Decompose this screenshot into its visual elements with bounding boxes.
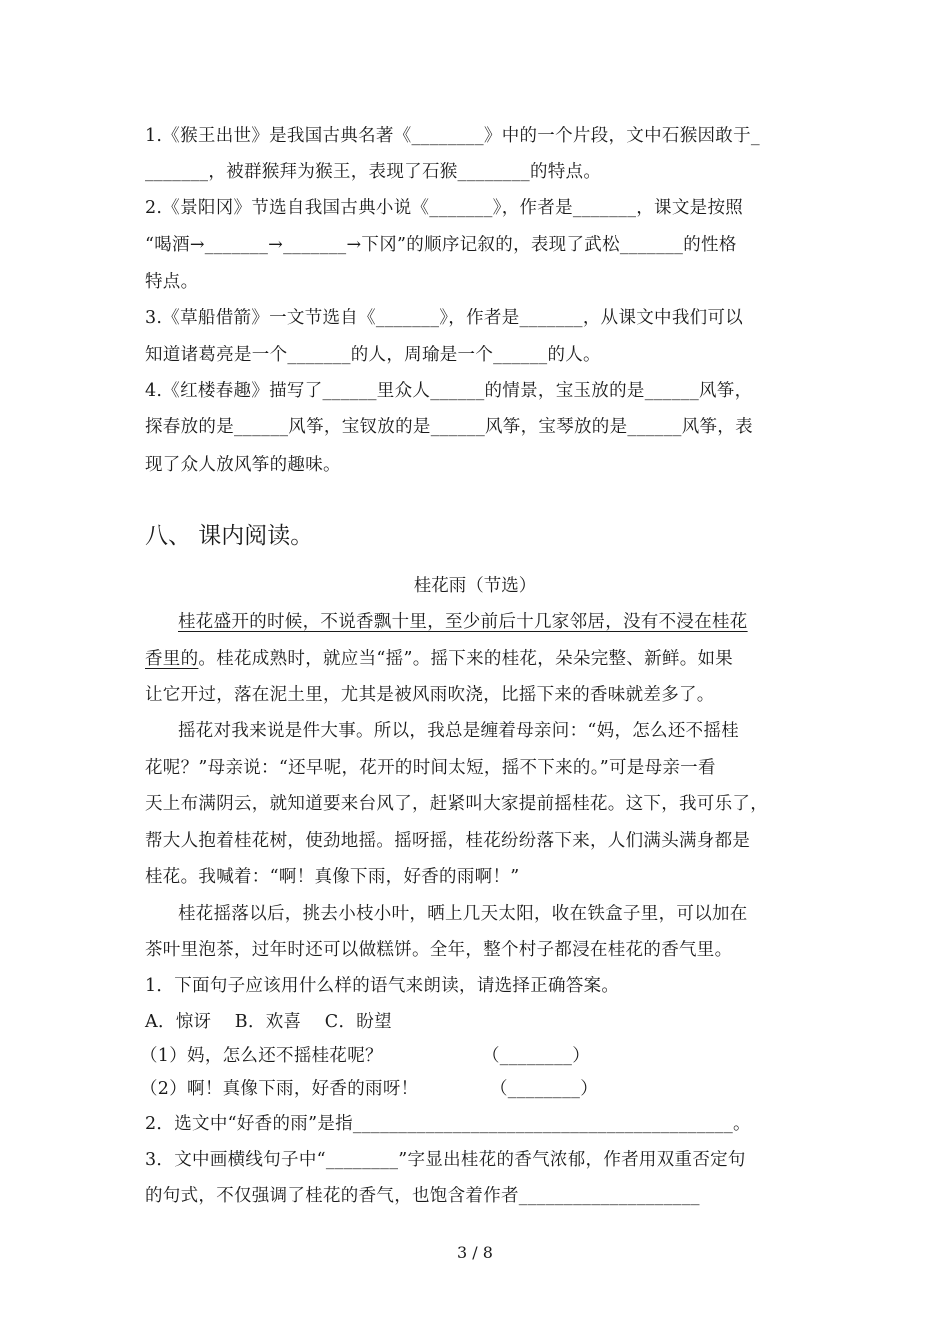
q8-1-prompt: 1．下面句子应该用什么样的语气来朗读，请选择正确答案。 xyxy=(145,976,620,996)
passage-p2-line-5: 桂花。我喊着：“啊！真像下雨，好香的雨啊！” xyxy=(145,867,520,887)
passage-p1-line-3: 让它开过，落在泥土里，尤其是被风雨吹浇，比摇下来的香味就差多了。 xyxy=(145,685,715,705)
q8-2-prompt: 2．选文中“好香的雨”是指__________________________________________。 xyxy=(145,1114,751,1134)
q8-1-answer-blank-1: （________） xyxy=(482,1046,590,1066)
q7-2-line-1: 2.《景阳冈》节选自我国古典小说《_______》，作者是_______，课文是按照 xyxy=(145,198,744,218)
q7-2-line-3: 特点。 xyxy=(145,272,199,292)
passage-p3-line-1: 桂花摇落以后，挑去小枝小叶，晒上几天太阳，收在铁盒子里，可以加在 xyxy=(178,904,748,924)
section-heading: 八、 课内阅读。 xyxy=(145,523,314,549)
underlined-sentence-end: 香里的 xyxy=(145,649,199,669)
passage-p2-line-3: 天上布满阴云，就知道要来台风了，赶紧叫大家提前摇桂花。这下，我可乐了， xyxy=(145,794,768,814)
passage-p2-line-1: 摇花对我来说是件大事。所以，我总是缠着母亲问：“妈，怎么还不摇桂 xyxy=(178,721,740,741)
q7-1-line-1: 1.《猴王出世》是我国古典名著《________》中的一个片段，文中石猴因敢于_ xyxy=(145,126,760,146)
underlined-sentence: 桂花盛开的时候，不说香飘十里，至少前后十几家邻居，没有不浸在桂花 xyxy=(178,612,748,632)
q8-3-line-2: 的句式，不仅强调了桂花的香气，也饱含着作者____________________ xyxy=(145,1186,700,1206)
q8-1-sentence-2: （2）啊！真像下雨，好香的雨呀！ xyxy=(140,1079,419,1099)
page-number: 3 / 8 xyxy=(457,1243,493,1262)
q7-1-line-2: _______，被群猴拜为猴王，表现了石猴________的特点。 xyxy=(145,162,602,182)
q8-1-answer-blank-2: （________） xyxy=(490,1079,598,1099)
q8-1-sentence-1: （1）妈，怎么还不摇桂花呢？ xyxy=(140,1046,383,1066)
q7-4-line-3: 现了众人放风筝的趣味。 xyxy=(145,455,341,475)
q8-1-options: A．惊讶 B．欢喜 C．盼望 xyxy=(145,1012,392,1032)
passage-title: 桂花雨（节选） xyxy=(413,576,537,596)
q7-3-line-2: 知道诸葛亮是一个_______的人，周瑜是一个______的人。 xyxy=(145,345,601,365)
passage-p2-line-2: 花呢？”母亲说：“还早呢，花开的时间太短，摇不下来的。”可是母亲一看 xyxy=(145,758,716,778)
passage-text: 。桂花成熟时，就应当“摇”。摇下来的桂花，朵朵完整、新鲜。如果 xyxy=(198,649,734,669)
passage-p1-line-2 xyxy=(145,645,733,670)
q7-2-line-2: “喝酒→_______→_______→下冈”的顺序记叙的，表现了武松_______的性格 xyxy=(145,235,737,255)
q7-4-line-2: 探春放的是______风筝，宝钗放的是______风筝，宝琴放的是______风筝，表 xyxy=(145,417,753,437)
q7-3-line-1: 3.《草船借箭》一文节选自《_______》，作者是_______，从课文中我们可以 xyxy=(145,308,744,328)
passage-p1-line-1 xyxy=(178,608,748,633)
passage-p2-line-4: 帮大人抱着桂花树，使劲地摇。摇呀摇，桂花纷纷落下来，人们满头满身都是 xyxy=(145,831,751,851)
q7-4-line-1: 4.《红楼春趣》描写了______里众人______的情景，宝玉放的是______风筝， xyxy=(145,381,753,401)
q8-3-line-1: 3．文中画横线句子中“________”字显出桂花的香气浓郁，作者用双重否定句 xyxy=(145,1150,746,1170)
passage-p3-line-2: 茶叶里泡茶，过年时还可以做糕饼。全年，整个村子都浸在桂花的香气里。 xyxy=(145,940,733,960)
